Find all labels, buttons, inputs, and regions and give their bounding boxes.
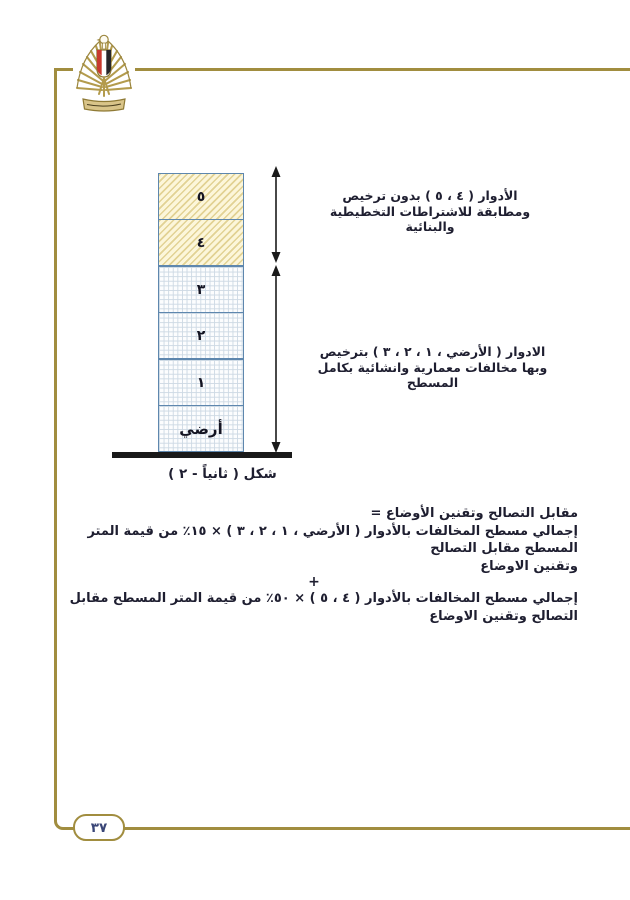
page-number-badge — [73, 814, 125, 841]
annotation-line: وبها مخالفات معمارية وانشائية بكامل المسطح — [317, 359, 548, 390]
annotation-line: الادوار ( الأرضي ، ١ ، ٢ ، ٣ ) بترخيص — [319, 344, 546, 359]
floor-4-label: ٤ — [196, 234, 206, 251]
annotation-line: ومطابقة للاشتراطات التخطيطية والبنائية — [329, 203, 531, 234]
page-number: ٣٧ — [90, 819, 108, 836]
annotation-line: الأدوار ( ٤ ، ٥ ) بدون ترخيص — [342, 188, 518, 203]
floor-4 — [158, 219, 244, 266]
floor-3-label: ٣ — [196, 281, 206, 298]
floor-3 — [158, 266, 244, 313]
floor-2 — [158, 312, 244, 359]
floor-ground-label: أرضي — [179, 419, 223, 438]
formula-line-3: وتقنين الاوضاع — [480, 558, 578, 574]
floor-5-label: ٥ — [196, 188, 206, 205]
annotation-licensed-floors — [295, 344, 570, 391]
floor-1 — [158, 359, 244, 406]
formula-line-4: إجمالي مسطح المخالفات بالأدوار ( ٤ ، ٥ ) × ٥٠٪ من قيمة المتر المسطح مقابل التصالح وتقنين الاوضاع — [69, 591, 578, 624]
plus-sign: + — [308, 574, 320, 590]
reconciliation-formula — [50, 505, 578, 625]
formula-line-2: إجمالي مسطح المخالفات بالأدوار ( الأرضي ، ١ ، ٢ ، ٣ ) × ١٥٪ من قيمة المتر المسطح مقابل التصالح — [87, 523, 578, 556]
floor-5 — [158, 173, 244, 220]
floor-1-label: ١ — [196, 374, 206, 391]
floor-ground — [158, 405, 244, 452]
annotation-unlicensed-floors — [305, 188, 555, 235]
egypt-emblem-icon — [73, 30, 135, 118]
dimension-arrows — [258, 164, 294, 460]
formula-line-1: مقابل التصالح وتقنين الأوضاع = — [370, 506, 578, 521]
figure-caption: شكل ( ثانياً - ٢ ) — [168, 466, 277, 482]
floor-2-label: ٢ — [196, 327, 206, 344]
eagle-icon — [73, 30, 135, 118]
page-border-frame — [54, 68, 630, 830]
